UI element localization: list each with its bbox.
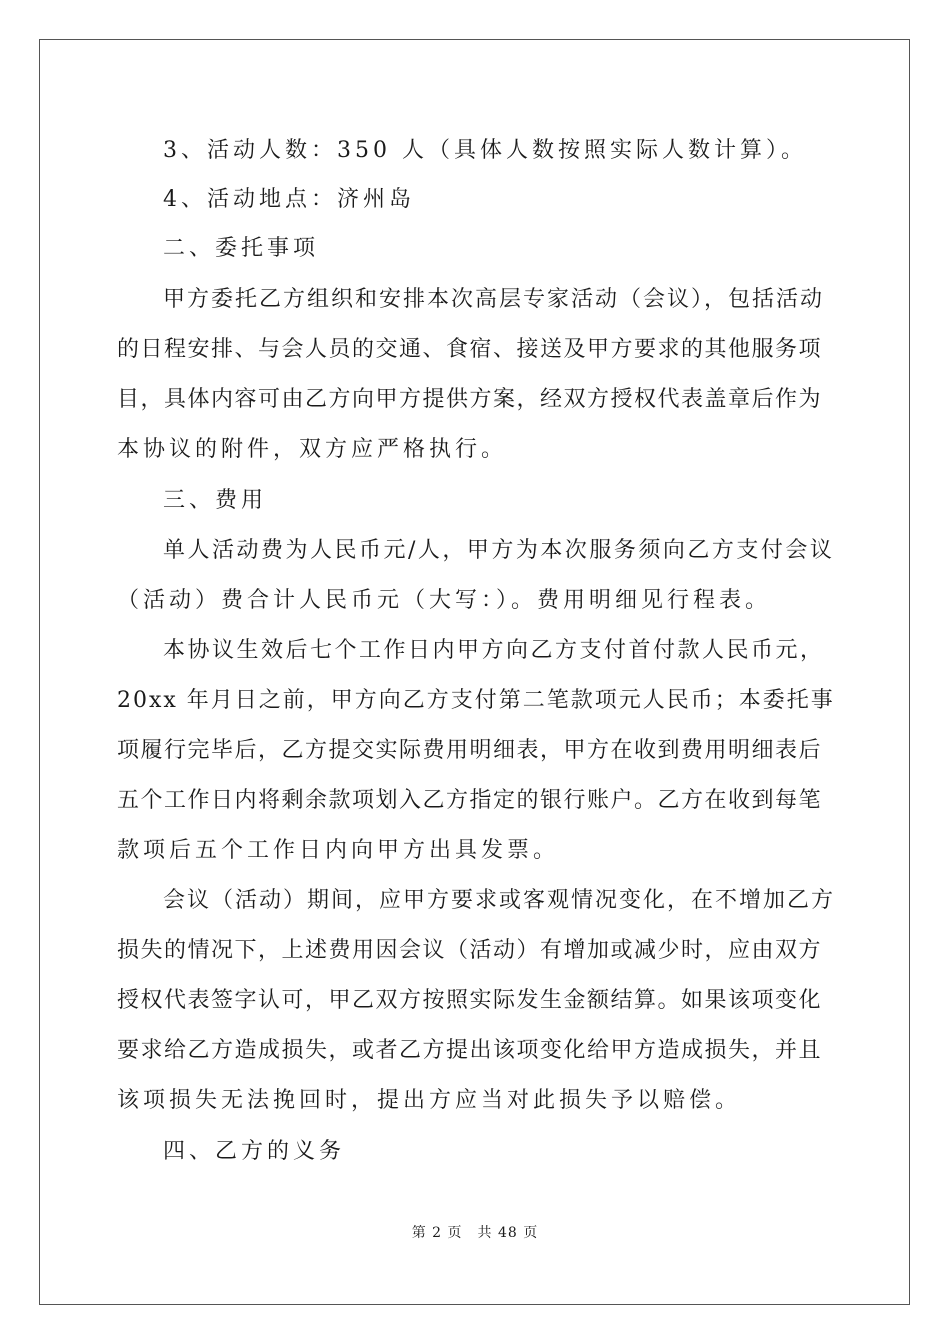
text-line: 五个工作日内将剩余款项划入乙方指定的银行账户。乙方在收到每笔 bbox=[117, 788, 823, 813]
text-line: 要求给乙方造成损失，或者乙方提出该项变化给甲方造成损失，并且 bbox=[117, 1038, 823, 1063]
text-line: 目，具体内容可由乙方向甲方提供方案，经双方授权代表盖章后作为 bbox=[117, 387, 823, 412]
text-line: （活动）费合计人民币元（大写：）。费用明细见行程表。 bbox=[117, 588, 772, 613]
text-line: 的日程安排、与会人员的交通、食宿、接送及甲方要求的其他服务项 bbox=[117, 337, 823, 362]
text-line: 会议（活动）期间，应甲方要求或客观情况变化，在不增加乙方 bbox=[163, 888, 836, 913]
text-line: 单人活动费为人民币元/人，甲方为本次服务须向乙方支付会议 bbox=[163, 538, 835, 563]
section-heading-entrusted-matters: 二、委托事项 bbox=[163, 236, 320, 261]
text-line: 20xx 年月日之前，甲方向乙方支付第二笔款项元人民币；本委托事 bbox=[117, 688, 835, 713]
text-line: 项履行完毕后，乙方提交实际费用明细表，甲方在收到费用明细表后 bbox=[117, 738, 823, 763]
text-line: 本协议的附件，双方应严格执行。 bbox=[117, 437, 508, 462]
text-line: 本协议生效后七个工作日内甲方向乙方支付首付款人民币元， bbox=[163, 638, 825, 663]
section-heading-party-b-obligations: 四、乙方的义务 bbox=[163, 1139, 346, 1164]
text-line: 款项后五个工作日内向甲方出具发票。 bbox=[117, 838, 560, 863]
section-heading-fees: 三、费用 bbox=[163, 488, 268, 513]
text-line: 甲方委托乙方组织和安排本次高层专家活动（会议），包括活动 bbox=[163, 287, 825, 312]
text-line: 授权代表签字认可，甲乙双方按照实际发生金额结算。如果该项变化 bbox=[117, 988, 823, 1013]
text-line-activity-count: 3、活动人数：350 人（具体人数按照实际人数计算）。 bbox=[163, 138, 807, 163]
text-line: 损失的情况下，上述费用因会议（活动）有增加或减少时，应由双方 bbox=[117, 938, 823, 963]
text-line-activity-location: 4、活动地点：济州岛 bbox=[163, 187, 415, 212]
text-line: 该项损失无法挽回时，提出方应当对此损失予以赔偿。 bbox=[117, 1088, 742, 1113]
page-number-footer: 第 2 页 共 48 页 bbox=[411, 1225, 539, 1241]
